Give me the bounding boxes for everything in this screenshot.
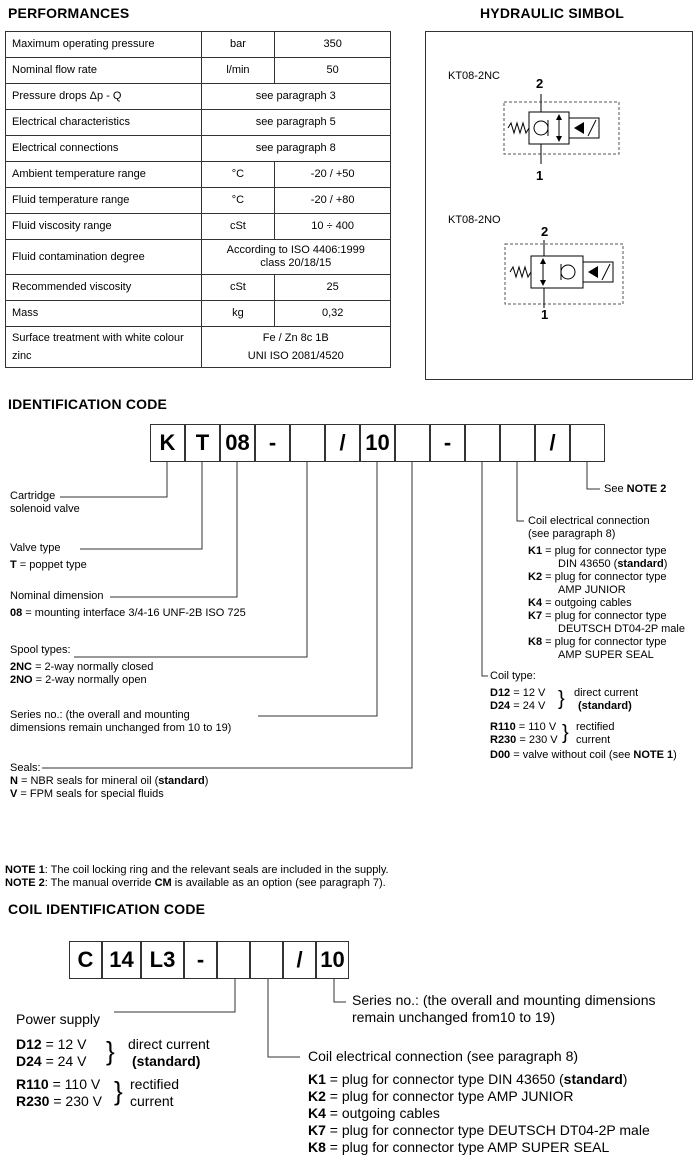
perf-value: see paragraph 5 <box>201 110 390 136</box>
perf-value: 25 <box>275 275 391 301</box>
perf-label-line1: Surface treatment with white colour <box>12 331 184 344</box>
coil-k8-code: K8 <box>308 1139 326 1155</box>
coil-r110-code: R110 <box>16 1076 49 1092</box>
r230-code: R230 <box>490 734 517 746</box>
r110-code: R110 <box>490 721 516 733</box>
d24-text: = 24 V <box>510 700 546 712</box>
k7-code: K7 <box>528 610 543 622</box>
series-line2: dimensions remain unchanged from 10 to 19) <box>10 722 232 734</box>
note2-code: NOTE 2 <box>5 877 45 889</box>
valve-type-text: = poppet type <box>16 559 87 571</box>
nc-label: KT08-2NC <box>448 70 500 82</box>
coil-dc-text: direct current <box>128 1036 210 1052</box>
perf-value: 0,32 <box>275 301 391 327</box>
code-cell: - <box>184 941 217 979</box>
perf-value: -20 / +80 <box>275 188 391 214</box>
code-cell: L3 <box>141 941 184 979</box>
valve-type-title: Valve type <box>10 542 61 554</box>
code-cell: 10 <box>316 941 349 979</box>
brace: } <box>558 688 565 710</box>
coil-k2-text: = plug for connector type AMP JUNIOR <box>325 1088 574 1104</box>
k1-end: ) <box>663 558 668 570</box>
brace: } <box>562 722 569 744</box>
rect1: rectified <box>576 721 615 733</box>
coil-d12-code: D12 <box>16 1036 42 1052</box>
no-port1: 1 <box>541 307 549 322</box>
coil-dc-std: (standard) <box>132 1053 201 1069</box>
note1-code: NOTE 1 <box>5 864 45 876</box>
k2-text: = plug for connector type <box>542 571 667 583</box>
identification-heading: IDENTIFICATION CODE <box>8 396 168 412</box>
coil-d12-text: = 12 V <box>41 1036 87 1052</box>
perf-label-line2: zinc <box>12 349 32 362</box>
brace: } <box>114 1076 123 1106</box>
perf-value-line2: class 20/18/15 <box>260 257 332 269</box>
code-cell: T <box>185 424 220 462</box>
perf-label: Recommended viscosity <box>6 275 202 301</box>
coil-k4-text: = outgoing cables <box>325 1105 440 1121</box>
coil-k8-text: = plug for connector type AMP SUPER SEAL <box>325 1139 610 1155</box>
perf-label: Ambient temperature range <box>6 162 202 188</box>
coil-k1-std: standard <box>563 1071 623 1087</box>
k7-text2: DEUTSCH DT04-2P male <box>558 623 685 635</box>
code-cell: / <box>283 941 316 979</box>
d00-note: NOTE 1 <box>633 749 674 761</box>
seals-n-text: = NBR seals for mineral oil ( <box>17 775 159 787</box>
coil-type-title: Coil type: <box>490 670 536 682</box>
code-cell: - <box>255 424 290 462</box>
nc-port2: 2 <box>536 76 544 91</box>
d12-code: D12 <box>490 687 511 699</box>
seals-v-code: V <box>10 788 18 800</box>
perf-label: Electrical characteristics <box>6 110 202 136</box>
coil-conn-line1: Coil electrical connection <box>528 515 650 527</box>
power-title: Power supply <box>16 1011 101 1027</box>
coil-k7-code: K7 <box>308 1122 326 1138</box>
no-label: KT08-2NO <box>448 214 501 226</box>
coil-series-line1: Series no.: (the overall and mounting dimensions <box>352 992 656 1008</box>
k8-text: = plug for connector type <box>542 636 667 648</box>
nc-port1: 1 <box>536 168 544 183</box>
perf-unit: cSt <box>201 214 275 240</box>
perf-unit: cSt <box>201 275 275 301</box>
rect2: current <box>576 734 611 746</box>
perf-label: Nominal flow rate <box>6 58 202 84</box>
spool-nc-text: = 2-way normally closed <box>32 661 154 673</box>
no-port2: 2 <box>541 224 549 239</box>
k1-code: K1 <box>528 545 543 557</box>
coil-heading: COIL IDENTIFICATION CODE <box>8 901 206 917</box>
cartridge-line1: Cartridge <box>10 490 56 502</box>
coil-conn-line2: (see paragraph 8) <box>528 528 616 540</box>
k4-code: K4 <box>528 597 543 609</box>
cartridge-line2: solenoid valve <box>10 503 80 515</box>
code-cell: / <box>535 424 570 462</box>
nominal-title: Nominal dimension <box>10 590 104 602</box>
coil-series-desc <box>352 992 656 1026</box>
d24-code: D24 <box>490 700 511 712</box>
coil-k1-code: K1 <box>308 1071 326 1087</box>
k2-code: K2 <box>528 571 543 583</box>
power-supply-desc <box>16 1011 296 1110</box>
perf-label: Fluid viscosity range <box>6 214 202 240</box>
perf-value-line1: According to ISO 4406:1999 <box>226 244 365 256</box>
coil-d24-code: D24 <box>16 1053 42 1069</box>
dc-text: direct current <box>574 687 639 699</box>
code-cell: 10 <box>360 424 395 462</box>
coil-k1-text: = plug for connector type DIN 43650 ( <box>325 1071 564 1087</box>
note2-cm: CM <box>154 877 172 889</box>
perf-label: Fluid temperature range <box>6 188 202 214</box>
code-cell: C <box>69 941 102 979</box>
k8-code: K8 <box>528 636 543 648</box>
code-cell: 14 <box>102 941 141 979</box>
coil-series-line2: remain unchanged from10 to 19) <box>352 1009 556 1025</box>
d00-end: ) <box>673 749 677 761</box>
perf-unit: bar <box>201 32 275 58</box>
code-cell: 08 <box>220 424 255 462</box>
k8-text2: AMP SUPER SEAL <box>558 649 654 661</box>
code-cell: - <box>430 424 465 462</box>
coil-conn-title: Coil electrical connection (see paragraph 8) <box>308 1048 579 1064</box>
seals-n-end: ) <box>204 775 209 787</box>
coil-r230-code: R230 <box>16 1093 50 1109</box>
note2-text: : The manual override <box>44 877 155 889</box>
nominal-code: 08 <box>10 607 23 619</box>
k1-std: standard <box>617 558 664 570</box>
perf-value-line2: UNI ISO 2081/4520 <box>247 349 344 362</box>
coil-conn-desc-2 <box>308 1048 650 1156</box>
perf-value: see paragraph 8 <box>201 136 390 162</box>
valve-type-code: T <box>10 559 17 571</box>
perf-value: -20 / +50 <box>275 162 391 188</box>
spool-no-code: 2NO <box>10 674 33 686</box>
spool-title: Spool types: <box>10 644 71 656</box>
d00-code: D00 <box>490 749 511 761</box>
code-cell: K <box>150 424 185 462</box>
dc-std: (standard) <box>578 700 632 712</box>
series-line1: Series no.: (the overall and mounting <box>10 709 190 721</box>
k1-text2: DIN 43650 ( <box>558 558 618 570</box>
perf-label: Mass <box>6 301 202 327</box>
perf-label: Electrical connections <box>6 136 202 162</box>
spool-no-text: = 2-way normally open <box>32 674 147 686</box>
k4-text: = outgoing cables <box>542 597 632 609</box>
coil-rect2: current <box>130 1093 174 1109</box>
seals-n-code: N <box>10 775 18 787</box>
perf-label: Pressure drops Δp - Q <box>6 84 202 110</box>
k2-text2: AMP JUNIOR <box>558 584 626 596</box>
k1-text: = plug for connector type <box>542 545 667 557</box>
coil-d24-text: = 24 V <box>41 1053 87 1069</box>
d00-text: = valve without coil (see <box>510 749 634 761</box>
d12-text: = 12 V <box>510 687 546 699</box>
seals-n-std: standard <box>158 775 205 787</box>
code-cell: / <box>325 424 360 462</box>
see-note2-prefix: See <box>604 483 627 495</box>
perf-value: 350 <box>275 32 391 58</box>
coil-k4-code: K4 <box>308 1105 326 1121</box>
brace: } <box>106 1036 115 1066</box>
coil-k1-end: ) <box>622 1071 628 1087</box>
spool-nc-code: 2NC <box>10 661 33 673</box>
perf-unit: kg <box>201 301 275 327</box>
performances-heading: PERFORMANCES <box>8 5 130 21</box>
coil-k2-code: K2 <box>308 1088 326 1104</box>
coil-r110-text: = 110 V <box>48 1076 101 1092</box>
hydraulic-heading: HYDRAULIC SIMBOL <box>480 5 624 21</box>
note2-end: is available as an option (see paragraph 7). <box>171 877 386 889</box>
perf-value: see paragraph 3 <box>201 84 390 110</box>
perf-unit: l/min <box>201 58 275 84</box>
perf-label: Fluid contamination degree <box>6 240 202 275</box>
seals-v-text: = FPM seals for special fluids <box>17 788 164 800</box>
note1-text: : The coil locking ring and the relevant seals are included in the supply. <box>44 864 389 876</box>
r110-text: = 110 V <box>515 721 557 733</box>
perf-value: 50 <box>275 58 391 84</box>
coil-r230-text: = 230 V <box>49 1093 103 1109</box>
nominal-text: = mounting interface 3/4-16 UNF-2B ISO 725 <box>22 607 246 619</box>
perf-value: 10 ÷ 400 <box>275 214 391 240</box>
perf-unit: °C <box>201 188 275 214</box>
seals-title: Seals: <box>10 762 41 774</box>
perf-label: Maximum operating pressure <box>6 32 202 58</box>
r230-text: = 230 V <box>516 734 558 746</box>
perf-value-line1: Fe / Zn 8c 1B <box>262 331 329 344</box>
see-note2-bold: NOTE 2 <box>626 483 667 495</box>
perf-unit: °C <box>201 162 275 188</box>
coil-k7-text: = plug for connector type DEUTSCH DT04-2P male <box>325 1122 650 1138</box>
coil-rect1: rectified <box>130 1076 180 1092</box>
k7-text: = plug for connector type <box>542 610 667 622</box>
